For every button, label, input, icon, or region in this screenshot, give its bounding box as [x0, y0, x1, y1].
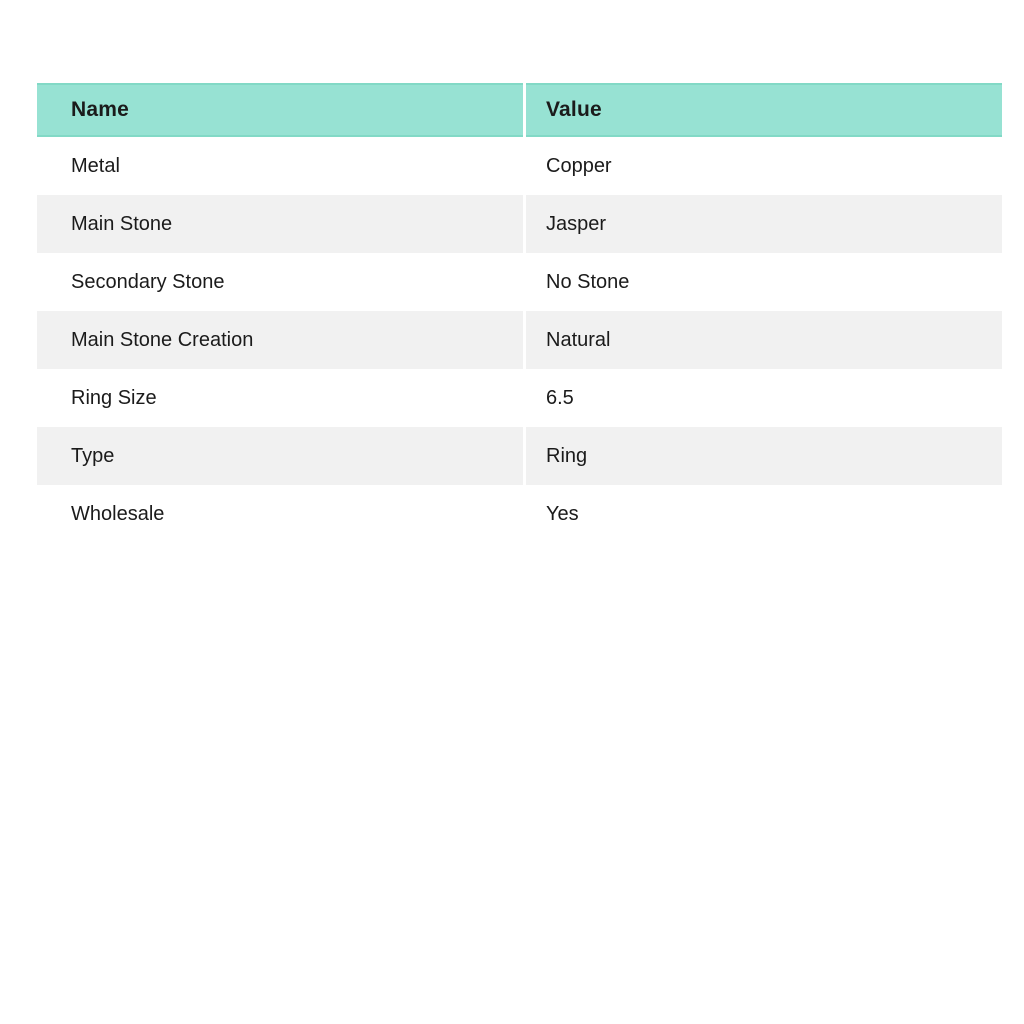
table-row	[37, 137, 1002, 195]
attribute-name: Main Stone Creation	[37, 311, 523, 369]
column-header-value: Value	[526, 83, 1002, 137]
attribute-value: Ring	[526, 427, 1002, 485]
attribute-value: Jasper	[526, 195, 1002, 253]
attribute-name: Metal	[37, 137, 523, 195]
attribute-value: 6.5	[526, 369, 1002, 427]
attribute-name: Type	[37, 427, 523, 485]
page	[0, 83, 1024, 1024]
attribute-name: Ring Size	[37, 369, 523, 427]
table-row	[37, 427, 1002, 485]
attribute-name: Wholesale	[37, 485, 523, 543]
table-row	[37, 311, 1002, 369]
attribute-name: Secondary Stone	[37, 253, 523, 311]
table-row	[37, 253, 1002, 311]
table-row	[37, 195, 1002, 253]
attribute-value: No Stone	[526, 253, 1002, 311]
product-attributes-table	[34, 83, 1005, 543]
attribute-name: Main Stone	[37, 195, 523, 253]
table-row	[37, 485, 1002, 543]
table-header-row	[37, 83, 1002, 137]
attribute-value: Yes	[526, 485, 1002, 543]
column-header-name: Name	[37, 83, 523, 137]
attribute-value: Copper	[526, 137, 1002, 195]
table-row	[37, 369, 1002, 427]
attribute-value: Natural	[526, 311, 1002, 369]
